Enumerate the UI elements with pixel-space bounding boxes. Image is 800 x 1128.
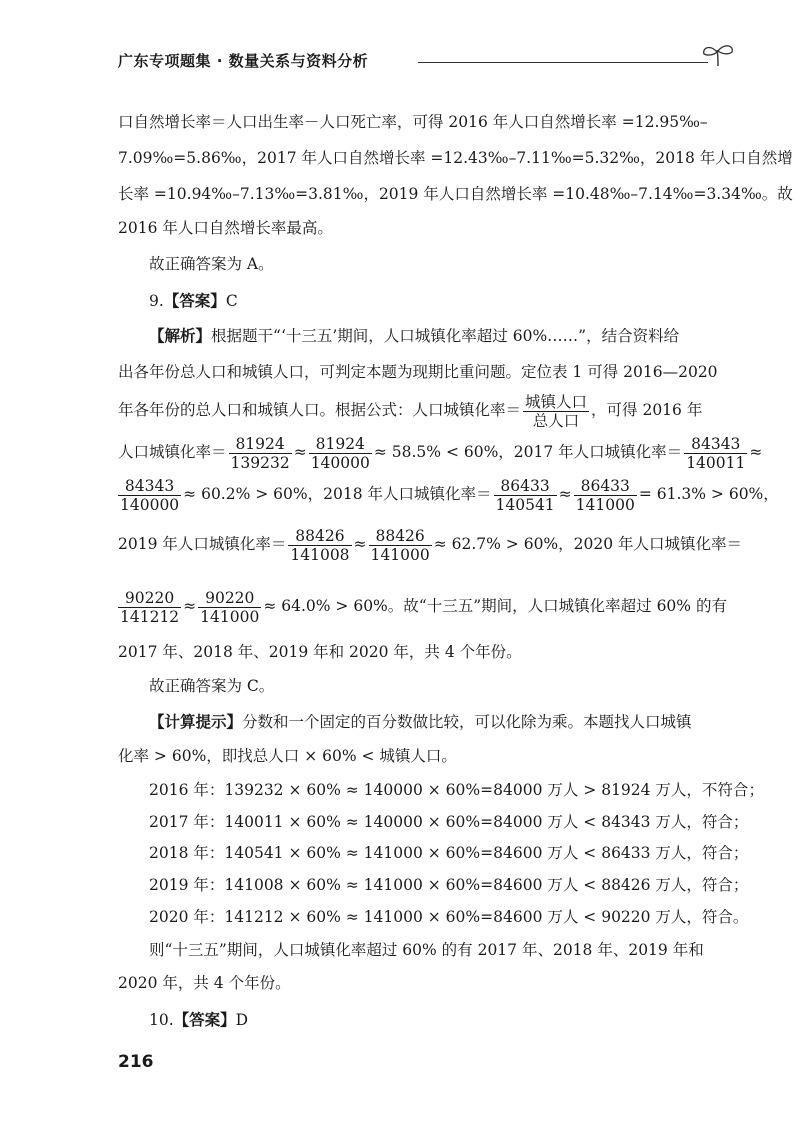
page-number: 216 [118,1052,154,1072]
text-line: 长率 =10.94‰–7.13‰=3.81‰，2019 年人口自然增长率 =10.48‰–7.14‰=3.34‰。故 [118,185,793,203]
fraction [198,589,261,626]
running-header [118,42,718,82]
question-9-answer [149,289,238,313]
header-title: 广东专项题集 · 数量关系与资料分析 [118,52,369,70]
text: ≈ 58.5% < 60%，2017 年人口城镇化率＝ [373,443,683,461]
formula-line [118,430,762,474]
denominator: 140541 [495,495,555,514]
fraction [309,435,372,472]
numerator: 90220 [118,589,181,608]
text-line: 2017 年、2018 年、2019 年和 2020 年，共 4 个年份。 [118,643,522,661]
numerator: 81924 [309,435,372,454]
text-line: 7.09‰=5.86‰，2017 年人口自然增长率 =12.43‰–7.11‰=5.32‰，2018 年人口自然增 [118,149,793,167]
numerator: 90220 [198,589,261,608]
text-line: 2020 年，共 4 个年份。 [118,974,291,992]
approx-sign: ≈ [183,597,197,615]
question-number: 10. [149,1011,174,1029]
answer-tag: 【答案】 [173,1011,236,1029]
formula-line [118,522,742,566]
denominator: 141000 [370,545,430,564]
calc-row: 2018 年：140541 × 60% ≈ 141000 × 60%=84600 万人 < 86433 万人，符合； [149,844,749,862]
calc-row: 2019 年：141008 × 60% ≈ 141000 × 60%=84600 万人 < 88426 万人，符合； [149,876,749,894]
text: = 61.3% > 60%， [638,485,779,503]
calc-row: 2016 年：139232 × 60% ≈ 140000 × 60%=84000 万人 > 81924 万人，不符合； [149,781,764,799]
text-line: 2016 年人口自然增长率最高。 [118,219,333,237]
approx-sign: ≈ [293,443,307,461]
explanation-tag: 【解析】 [149,327,212,345]
numerator: 88426 [369,527,432,546]
text: 人口城镇化率＝ [118,443,227,461]
text: 年各年份的总人口和城镇人口。根据公式：人口城镇化率＝ [118,401,522,419]
text: ≈ 64.0% > 60%。故“十三五”期间，人口城镇化率超过 60% 的有 [263,597,727,615]
denominator: 141000 [575,495,635,514]
explanation-line [149,324,679,348]
answer-line: 故正确答案为 C。 [149,677,275,695]
answer-line: 故正确答案为 A。 [149,255,274,273]
text: ≈ 62.7% > 60%，2020 年人口城镇化率＝ [433,535,743,553]
denominator: 140000 [310,453,370,472]
denominator: 139232 [230,453,290,472]
numerator: 86433 [494,477,557,496]
tip-line [149,710,692,734]
answer-letter: D [235,1011,249,1029]
numerator: 88426 [288,527,351,546]
numerator: 城镇人口 [525,392,588,411]
denominator: 140000 [120,495,180,514]
sprout-icon [698,40,738,68]
fraction [118,589,181,626]
formula-line [118,584,727,628]
header-rule [418,62,708,63]
denominator: 140011 [686,453,746,472]
approx-sign: ≈ [353,535,367,553]
question-number: 9. [149,292,164,310]
fraction [684,435,747,472]
numerator: 84343 [684,435,747,454]
fraction [574,477,637,514]
answer-tag: 【答案】 [163,292,226,310]
text-line: 口自然增长率＝人口出生率－人口死亡率，可得 2016 年人口自然增长率 =12.95‰– [118,113,708,131]
formula-line [118,472,779,516]
calc-row: 2020 年：141212 × 60% ≈ 141000 × 60%=84600 万人 < 90220 万人，符合。 [149,908,749,926]
question-10-answer [149,1008,248,1032]
text-line: 出各年份总人口和城镇人口，可判定本题为现期比重问题。定位表 1 可得 2016—2020 [118,363,718,381]
fraction [494,477,557,514]
text: ≈ 60.2% > 60%，2018 年人口城镇化率＝ [183,485,492,503]
text-line: 则“十三五”期间，人口城镇化率超过 60% 的有 2017 年、2018 年、2019 年和 [149,941,704,959]
text: ，可得 2016 年 [591,401,703,419]
approx-sign: ≈ [558,485,572,503]
numerator: 84343 [118,477,181,496]
fraction [118,477,181,514]
denominator: 141008 [290,545,350,564]
calc-row: 2017 年：140011 × 60% ≈ 140000 × 60%=84000 万人 < 84343 万人，符合； [149,813,749,831]
text-line: 化率 > 60%，即找总人口 × 60% < 城镇人口。 [118,747,457,765]
answer-letter: C [225,292,238,310]
numerator: 81924 [229,435,292,454]
text: 分数和一个固定的百分数做比较，可以化除为乘。本题找人口城镇 [242,713,692,731]
denominator: 141212 [120,607,180,626]
tip-tag: 【计算提示】 [149,713,243,731]
fraction [288,527,351,564]
fraction [229,435,292,472]
denominator: 总人口 [532,411,580,430]
fraction [523,393,589,430]
text: 根据题干“‘十三五’期间，人口城镇化率超过 60%……”，结合资料给 [211,327,680,345]
text: 2019 年人口城镇化率＝ [118,535,287,553]
approx-sign: ≈ [749,443,763,461]
denominator: 141000 [200,607,260,626]
fraction [369,527,432,564]
formula-line [118,388,702,432]
numerator: 86433 [574,477,637,496]
